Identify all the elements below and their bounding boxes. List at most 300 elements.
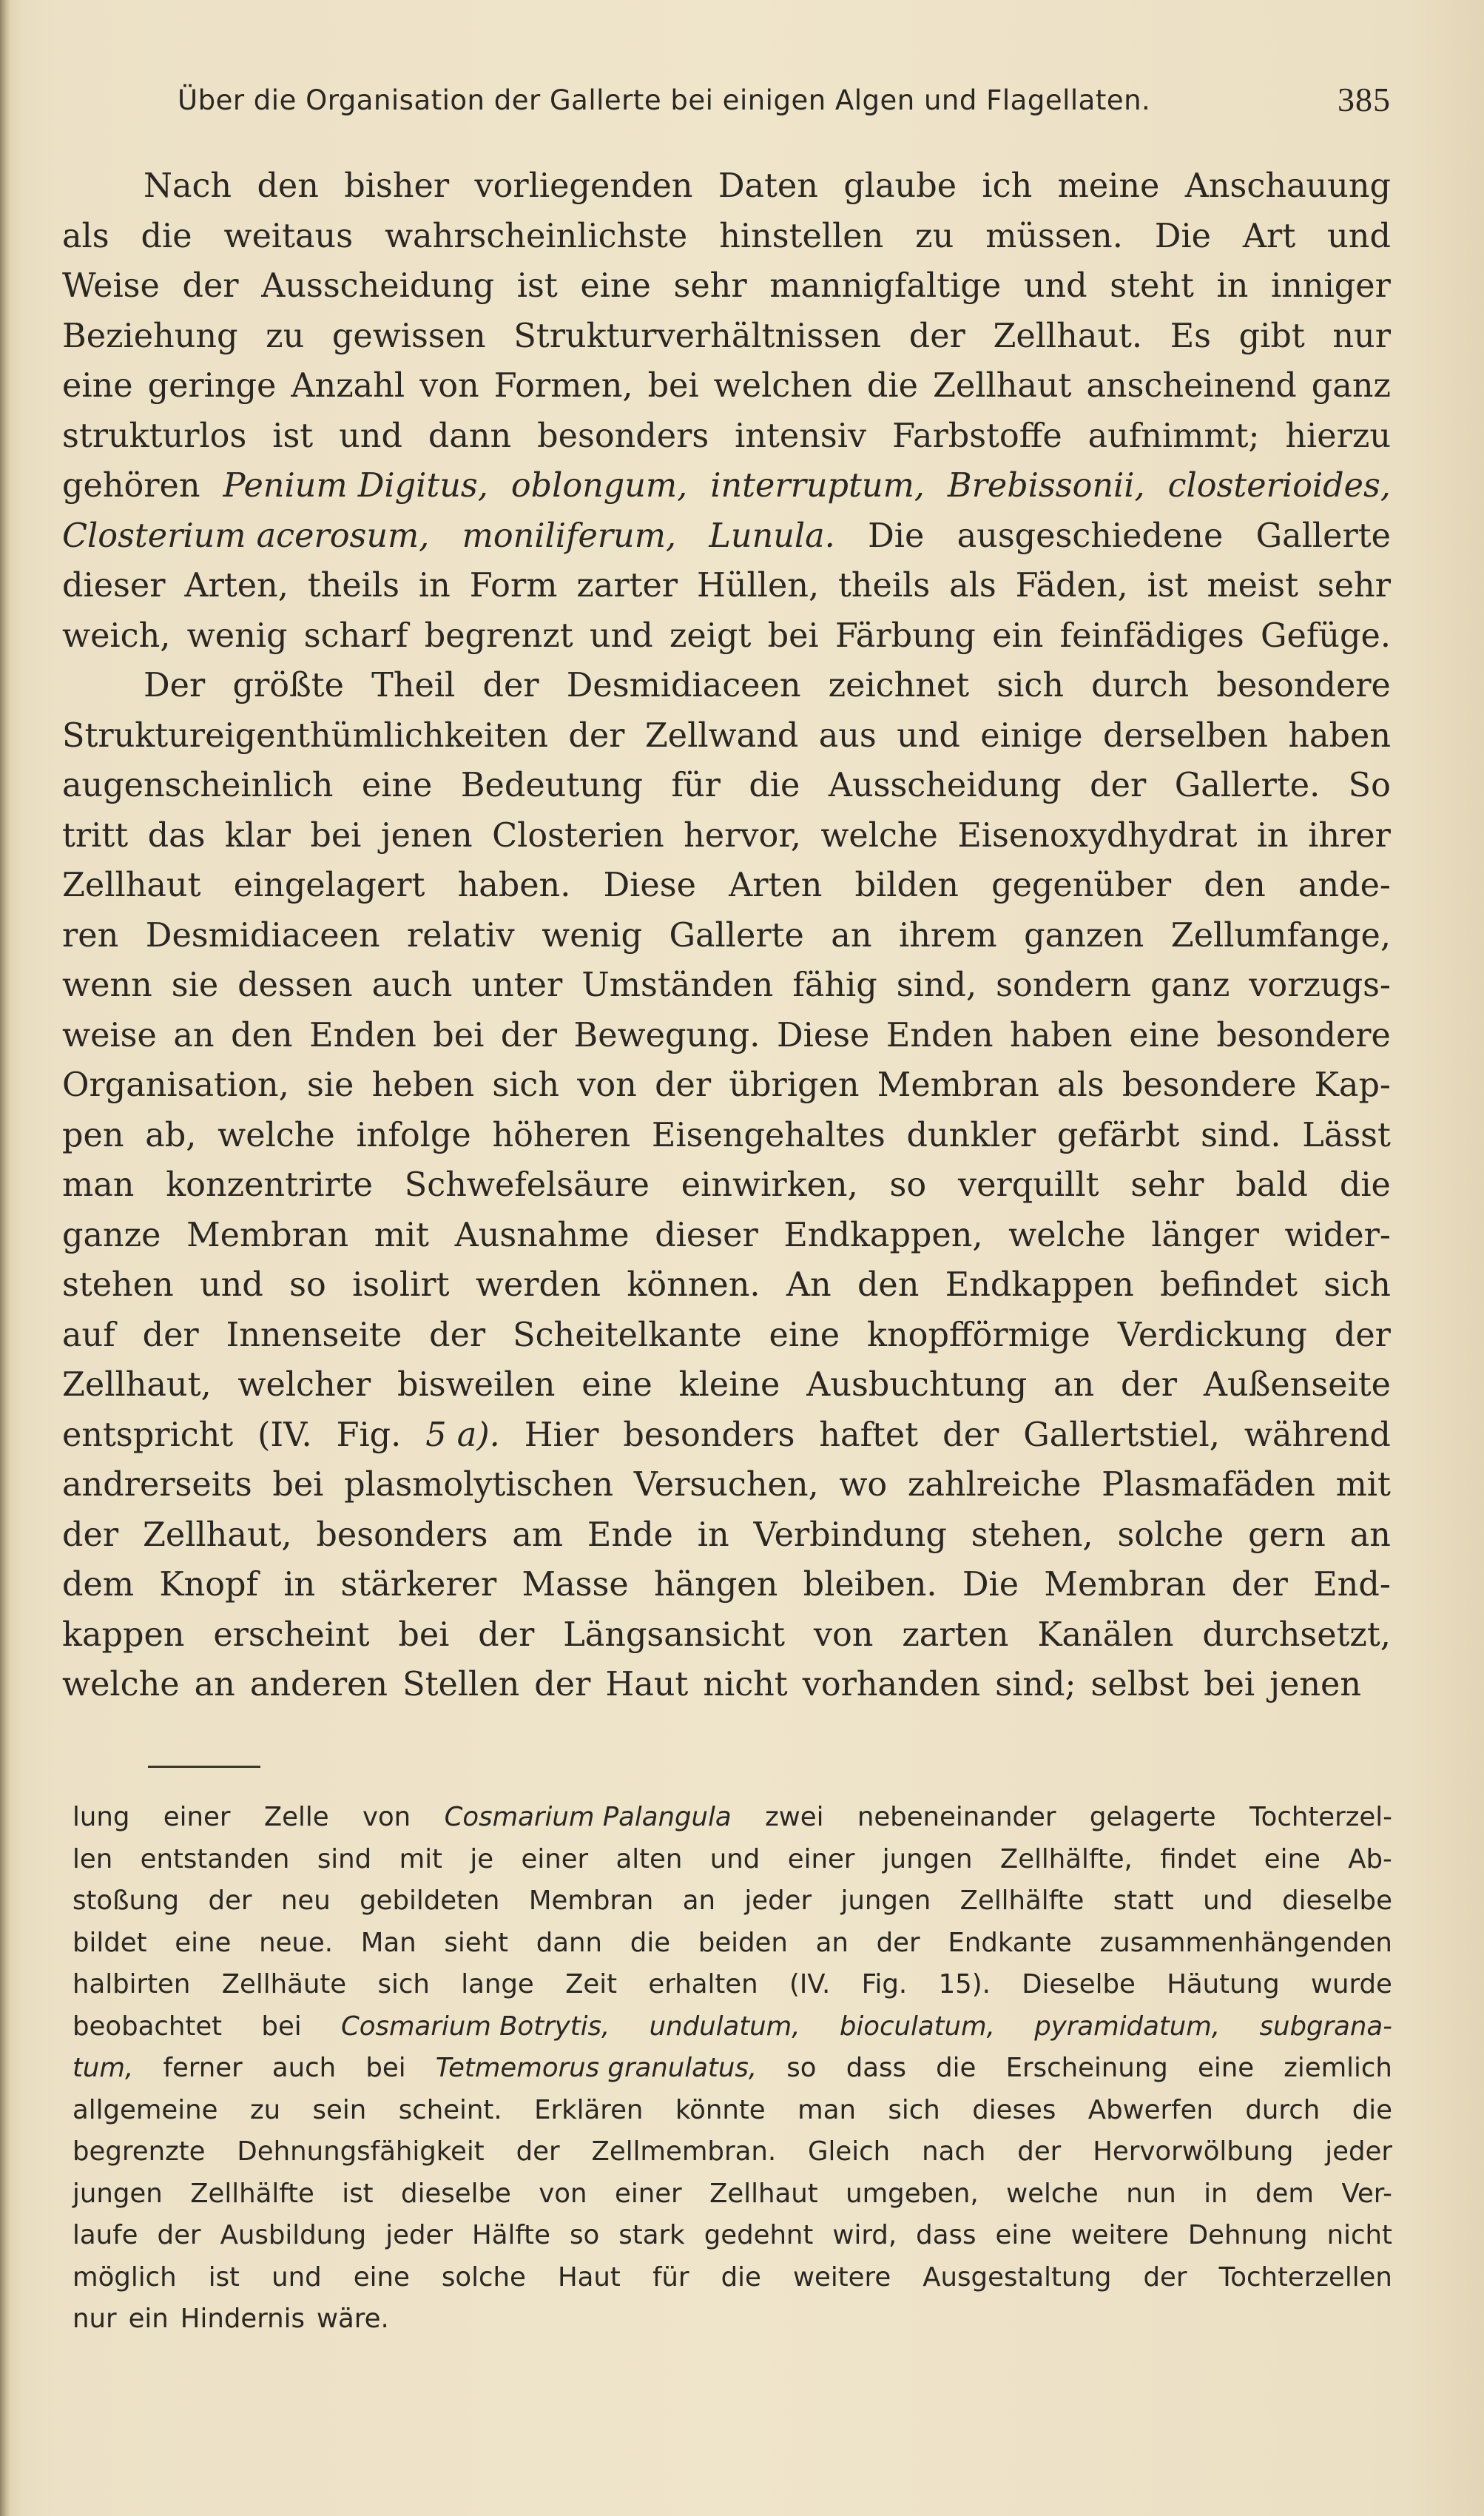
word: Kanälen	[1037, 1615, 1174, 1654]
word: bleiben.	[803, 1566, 937, 1604]
body-line	[62, 711, 1391, 761]
word: solche	[441, 2261, 526, 2293]
word: kappen	[62, 1615, 185, 1654]
word: Endkappen,	[783, 1216, 983, 1254]
word: sehr	[1130, 1166, 1204, 1204]
word: in	[283, 1566, 316, 1604]
word: Eisengehaltes	[651, 1116, 886, 1154]
word: mit	[399, 1843, 442, 1874]
word: Gallertstiel,	[1023, 1416, 1220, 1454]
word: 5 a).	[425, 1416, 500, 1454]
word: zarter	[576, 567, 678, 605]
word: Enden	[886, 1016, 994, 1054]
word: Cosmarium Botrytis,	[340, 2011, 610, 2042]
word: gefärbt	[1056, 1116, 1180, 1154]
word: wider-	[1284, 1216, 1391, 1254]
word: Plasmafäden	[1102, 1466, 1315, 1504]
word: kleine	[678, 1366, 780, 1404]
word: Stellen	[402, 1666, 520, 1703]
page-header	[178, 80, 1391, 124]
word: Eisenoxydhydrat	[957, 816, 1238, 855]
word: Zellhälfte	[190, 2178, 314, 2209]
word: welcher	[237, 1366, 371, 1404]
word: eingelagert	[233, 867, 425, 904]
word: der	[62, 1516, 119, 1554]
word: Closterien	[492, 816, 664, 855]
word: der	[876, 1927, 920, 1958]
footnote-text	[72, 1797, 1392, 2341]
body-line	[62, 411, 1391, 462]
word: einwirken,	[681, 1166, 858, 1204]
word: Zellhaut,	[142, 1516, 292, 1554]
word: nach	[922, 2136, 986, 2167]
word: haftet	[819, 1416, 919, 1454]
word: pyramidatum,	[1034, 2011, 1221, 2042]
word: von	[362, 1802, 411, 1832]
word: der	[1334, 1316, 1391, 1354]
word: in	[1204, 2178, 1228, 2209]
body-line	[62, 212, 1391, 262]
body-line	[62, 1211, 1391, 1261]
word: zu	[249, 2094, 281, 2125]
word: länger	[1151, 1216, 1259, 1254]
body-line	[62, 1160, 1391, 1211]
main-text	[62, 161, 1391, 1710]
word: bildet	[72, 1927, 147, 1958]
word: den	[231, 1016, 293, 1054]
word: Haut	[557, 2261, 621, 2293]
word: zeichnet	[828, 667, 970, 704]
word: wo	[839, 1466, 888, 1504]
word: welchen	[713, 367, 852, 405]
word: welche	[217, 1116, 335, 1154]
word: wahrscheinlichste	[384, 217, 688, 255]
word: gewissen	[331, 317, 486, 355]
word: dieselbe	[1282, 1886, 1392, 1916]
word: Gallerte	[669, 916, 804, 955]
word: und	[589, 616, 653, 655]
word: die	[1352, 2094, 1392, 2125]
body-line	[62, 261, 1391, 312]
word: dieselbe	[401, 2178, 511, 2209]
body-line	[62, 1560, 1391, 1610]
word: zeigt	[669, 616, 752, 655]
word: und	[1023, 267, 1087, 305]
word: möglich	[72, 2261, 177, 2293]
word: eine	[1198, 2053, 1255, 2083]
word: ganz	[1150, 966, 1230, 1004]
word: bei	[398, 1615, 450, 1654]
word: Hindernis	[180, 2304, 306, 2334]
word: ande-	[1298, 867, 1391, 904]
word: vorzugs-	[1249, 966, 1391, 1004]
footnote-line	[72, 2298, 1392, 2341]
word: Man	[360, 1927, 416, 1958]
word: Dehnung	[1187, 2220, 1308, 2250]
word: eine	[62, 367, 133, 405]
word: oblongum,	[510, 467, 688, 505]
word: welche	[62, 1666, 180, 1703]
word: und	[1327, 217, 1391, 255]
body-line	[62, 1410, 1391, 1461]
body-line	[62, 911, 1391, 961]
word: dann	[536, 1927, 603, 1958]
word: mit	[1335, 1466, 1391, 1504]
word: Zellhaut	[932, 367, 1072, 405]
word: So	[1348, 767, 1391, 804]
word: selbst	[1090, 1666, 1190, 1703]
word: man	[797, 2094, 856, 2125]
body-line	[62, 861, 1391, 911]
body-line	[62, 161, 1391, 212]
word: glaube	[843, 167, 957, 205]
word: mit	[374, 1216, 430, 1254]
word: Zeit	[565, 1969, 618, 1999]
word: Verdickung	[1117, 1316, 1307, 1354]
word: Strukturverhältnissen	[513, 317, 882, 355]
word: und	[1203, 1886, 1253, 1916]
word: sind.	[1201, 1116, 1281, 1154]
word: den	[857, 1266, 920, 1304]
word: ein	[992, 616, 1044, 655]
word: Gallerte	[1255, 517, 1391, 555]
footnote-line	[72, 2173, 1392, 2216]
word: und	[339, 417, 402, 455]
word: eine	[581, 1366, 652, 1404]
word: erhalten	[648, 1969, 758, 1999]
word: bisweilen	[397, 1366, 556, 1404]
word: der	[1143, 2261, 1187, 2293]
word: eine	[361, 767, 433, 804]
word: an	[194, 1666, 235, 1703]
word: von	[577, 1066, 637, 1104]
word: Ausgestaltung	[923, 2261, 1112, 2293]
word: einer	[521, 1843, 589, 1874]
word: Membran	[186, 1216, 349, 1254]
word: interruptum,	[710, 467, 925, 505]
word: haben	[1010, 1016, 1113, 1054]
word: tritt	[62, 816, 129, 855]
word: augenscheinlich	[62, 767, 334, 804]
footnote-line	[72, 2131, 1392, 2173]
word: weitere	[1070, 2220, 1169, 2250]
word: subgrana-	[1259, 2011, 1392, 2042]
word: Endkappen	[945, 1266, 1134, 1304]
word: Zellhaut.	[993, 317, 1143, 355]
word: Bedeutung	[460, 767, 644, 804]
word: sind;	[995, 1666, 1076, 1703]
word: der	[908, 317, 965, 355]
word: tum,	[72, 2053, 134, 2083]
word: ganz	[1311, 367, 1391, 405]
word: dann	[428, 417, 512, 455]
word: Fig.	[336, 1416, 402, 1454]
word: Schwefelsäure	[404, 1166, 650, 1204]
word: nebeneinander	[857, 1802, 1056, 1832]
word: Die	[868, 517, 925, 555]
footnote-line	[72, 1880, 1392, 1923]
footnote-line	[72, 2006, 1392, 2048]
word: die	[936, 2053, 977, 2083]
word: an	[173, 1016, 215, 1054]
word: erscheint	[213, 1615, 370, 1654]
word: Zelle	[263, 1802, 329, 1832]
word: sein	[312, 2094, 367, 2125]
page-edge-shadow	[0, 0, 10, 2516]
word: besondere	[1122, 1066, 1297, 1104]
word: An	[786, 1266, 832, 1304]
word: meine	[1057, 167, 1160, 205]
word: Ende	[587, 1516, 673, 1554]
word: zwei	[765, 1802, 824, 1832]
word: End-	[1313, 1566, 1391, 1604]
word: gegenüber	[991, 867, 1172, 904]
word: dieses	[972, 2094, 1056, 2125]
footnote-line	[72, 1923, 1392, 1965]
word: nur	[1332, 317, 1391, 355]
word: gedehnt	[704, 2220, 814, 2250]
word: als	[62, 217, 109, 255]
word: intensiv	[735, 417, 867, 455]
word: Scheitelkante	[513, 1316, 742, 1354]
word: sich	[492, 1066, 559, 1104]
word: und	[200, 1266, 263, 1304]
word: der	[534, 1666, 591, 1703]
word: bilden	[854, 867, 959, 904]
word: so	[786, 2053, 817, 2083]
word: von	[813, 1615, 874, 1654]
word: am	[512, 1516, 564, 1554]
word: beiden	[698, 1927, 788, 1958]
word: der	[1090, 767, 1147, 804]
word: und	[897, 716, 960, 755]
footnote-line	[72, 2048, 1392, 2090]
word: jenen	[380, 816, 473, 855]
word: einer	[614, 2178, 682, 2209]
word: auch	[371, 966, 453, 1004]
word: der	[157, 2220, 201, 2250]
body-line	[62, 1510, 1391, 1561]
word: sie	[306, 1066, 354, 1104]
body-line	[62, 661, 1391, 711]
word: als	[949, 567, 996, 605]
word: weitere	[793, 2261, 891, 2293]
word: gebildeten	[360, 1886, 500, 1916]
word: in	[1256, 816, 1289, 855]
word: Gefüge.	[1261, 616, 1391, 655]
word: Die	[962, 1566, 1019, 1604]
word: Versuchen,	[633, 1466, 819, 1504]
word: der	[478, 1615, 535, 1654]
page-number: 385	[1338, 81, 1391, 118]
word: umgeben,	[846, 2178, 979, 2209]
word: Enden	[309, 1016, 416, 1054]
word: Ausscheidung	[828, 767, 1062, 804]
word: zahlreiche	[907, 1466, 1082, 1504]
word: in	[418, 567, 451, 605]
word: Knopf	[159, 1566, 258, 1604]
word: hierzu	[1285, 417, 1391, 455]
word: Ausbuchtung	[806, 1366, 1028, 1404]
word: ab,	[145, 1116, 197, 1154]
word: der	[1231, 1566, 1288, 1604]
word: inniger	[1271, 267, 1391, 305]
word: zarten	[902, 1615, 1009, 1654]
word: Erscheinung	[1005, 2053, 1168, 2083]
word: wenig	[186, 616, 288, 655]
word: laufe	[72, 2220, 138, 2250]
word: dem	[1255, 2178, 1314, 2209]
word: gehören	[62, 467, 200, 505]
word: ganze	[62, 1216, 161, 1254]
word: nicht	[703, 1666, 788, 1703]
word: statt	[1113, 1886, 1174, 1916]
word: sehr	[673, 267, 747, 305]
word: ist	[516, 267, 558, 305]
word: wenig	[542, 916, 642, 955]
word: wurde	[1310, 1969, 1392, 1999]
word: steht	[1110, 267, 1194, 305]
word: Umständen	[581, 966, 774, 1004]
word: zu	[915, 217, 954, 255]
body-line	[62, 1311, 1391, 1361]
word: dass	[846, 2053, 906, 2083]
word: Zellhälfte,	[999, 1843, 1133, 1874]
word: bei	[647, 367, 699, 405]
word: Erklären	[534, 2094, 644, 2125]
word: Beziehung	[62, 317, 238, 355]
word: derselben	[1102, 716, 1268, 755]
word: besonders	[537, 417, 709, 455]
word: größte	[232, 667, 344, 704]
word: sich	[888, 2094, 940, 2125]
body-line	[62, 1360, 1391, 1410]
word: Hier	[524, 1416, 599, 1454]
word: als	[1057, 1066, 1104, 1104]
word: entstanden	[140, 1843, 290, 1874]
word: Farbstoffe	[892, 417, 1062, 455]
word: Membran	[1044, 1566, 1207, 1604]
word: relativ	[407, 916, 515, 955]
word: ferner	[163, 2053, 243, 2083]
word: befindet	[1160, 1266, 1298, 1304]
word: sich	[996, 667, 1064, 704]
word: Zellmembran.	[591, 2136, 777, 2167]
word: ist	[342, 2178, 374, 2209]
word: den	[1204, 867, 1266, 904]
word: die	[141, 217, 192, 255]
word: einer	[163, 1802, 231, 1832]
word: verquillt	[958, 1166, 1099, 1204]
word: anderen	[249, 1666, 388, 1703]
word: len	[72, 1843, 113, 1874]
word: geringe	[147, 367, 277, 405]
word: isolirt	[352, 1266, 450, 1304]
word: stehen,	[971, 1516, 1093, 1554]
word: nicht	[1326, 2220, 1392, 2250]
word: eine	[1264, 1843, 1321, 1874]
word: Der	[144, 667, 206, 704]
word: Außenseite	[1203, 1366, 1391, 1404]
word: sieht	[444, 1927, 509, 1958]
word: ren	[62, 916, 119, 955]
word: bisher	[344, 167, 450, 205]
word: einer	[787, 1843, 855, 1874]
word: Nach	[144, 167, 232, 205]
word: eine	[1129, 1016, 1200, 1054]
word: Masse	[522, 1566, 629, 1604]
word: solche	[1117, 1516, 1224, 1554]
word: halbirten	[72, 1969, 191, 1999]
word: feinfädiges	[1059, 616, 1244, 655]
word: der	[142, 1316, 199, 1354]
word: der	[429, 1316, 486, 1354]
word: Innenseite	[226, 1316, 402, 1354]
word: wird,	[832, 2220, 897, 2250]
footnote-separator	[148, 1766, 260, 1768]
word: Häutung	[1167, 1969, 1280, 1999]
word: Färbung	[834, 616, 976, 655]
word: so	[570, 2220, 600, 2250]
word: Lässt	[1302, 1116, 1391, 1154]
word: Arten,	[184, 567, 289, 605]
word: Dehnungsfähigkeit	[237, 2136, 485, 2167]
word: weich,	[62, 616, 171, 655]
word: dunkler	[906, 1116, 1036, 1154]
body-line	[62, 761, 1391, 811]
word: neue.	[259, 1927, 334, 1958]
word: Haut	[605, 1666, 689, 1703]
word: eine	[353, 2261, 410, 2293]
word: meist	[1207, 567, 1298, 605]
word: sich	[1323, 1266, 1391, 1304]
word: jeder	[744, 1886, 812, 1916]
body-line	[62, 361, 1391, 411]
word: begrenzte	[72, 2136, 206, 2167]
word: dieser	[62, 567, 166, 605]
word: heben	[371, 1066, 475, 1104]
word: Zellhaut	[62, 867, 201, 904]
word: andrerseits	[62, 1466, 252, 1504]
word: könnte	[675, 2094, 766, 2125]
word: sehr	[1317, 567, 1391, 605]
word: höheren	[492, 1116, 631, 1154]
word: dessen	[237, 966, 353, 1004]
word: Membran	[877, 1066, 1039, 1104]
word: gibt	[1238, 317, 1305, 355]
word: Fäden,	[1015, 567, 1128, 605]
word: der	[655, 1066, 712, 1104]
word: sind,	[896, 966, 977, 1004]
word: Dieselbe	[1022, 1969, 1136, 1999]
word: übrigen	[729, 1066, 860, 1104]
word: einige	[980, 716, 1083, 755]
word: Anzahl	[291, 367, 405, 405]
word: so	[289, 1266, 326, 1304]
word: wäre.	[317, 2304, 389, 2334]
word: ihrem	[898, 916, 997, 955]
word: durch	[1091, 667, 1190, 704]
word: Closterium acerosum,	[62, 517, 430, 555]
word: dem	[62, 1566, 135, 1604]
word: ziemlich	[1284, 2053, 1392, 2083]
word: jungen	[72, 2178, 163, 2209]
word: wenn	[62, 966, 152, 1004]
word: sondern	[996, 966, 1132, 1004]
word: der	[500, 1016, 557, 1054]
word: bei	[1204, 1666, 1255, 1703]
word: Längsansicht	[563, 1615, 785, 1654]
